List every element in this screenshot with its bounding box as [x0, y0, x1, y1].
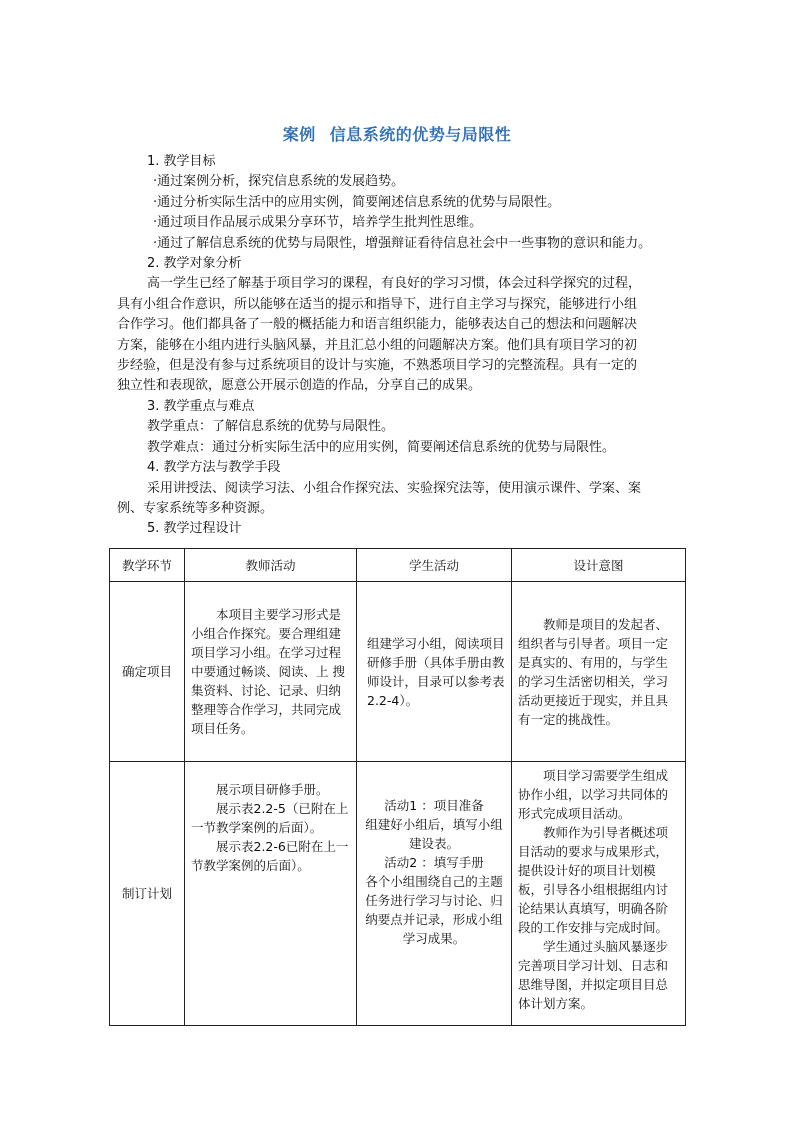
teacher-cell [185, 762, 357, 1026]
section-heading: 3. 教学重点与难点 [147, 398, 255, 414]
table-row [110, 582, 686, 762]
section-heading: 4. 教学方法与教学手段 [147, 460, 281, 476]
cell-text: 教师作为引导者概述项目活动的要求与成果形式，提供设计好的项目计划模板，引导各小组根据组内讨论结果认真填写，明确各阶段的工作安排与完成时间。 [518, 825, 669, 935]
paragraph-line: 具有小组合作意识，所以能够在适当的提示和指导下，进行自主学习与探究，能够进行小组 [117, 296, 638, 312]
header-intent: 设计意图 [512, 549, 686, 582]
section-heading: 5. 教学过程设计 [147, 521, 242, 537]
intent-cell [512, 762, 686, 1026]
stage-cell: 确定项目 [110, 582, 185, 762]
objective-bullet: ·通过案例分析，探究信息系统的发展趋势。 [153, 174, 405, 190]
cell-text: 活动2 ：填写手册 [384, 855, 484, 870]
cell-text: 本项目主要学习形式是小组合作探究。要合理组建项目学习小组。在学习过程中要通过畅谈、阅读、上 搜集资料、讨论、记录、归纳整理等合作学习，共同完成项目任务。 [191, 607, 345, 736]
section-heading: 1. 教学目标 [147, 154, 216, 169]
table-header-row [110, 549, 686, 582]
title-part1: 案例 [282, 125, 316, 144]
cell-text: 展示项目研修手册。 [216, 782, 329, 797]
paragraph-line: 采用讲授法、阅读学习法、小组合作探究法、实验探究法等，使用演示课件、学案、案 [147, 480, 642, 496]
teaching-focus: 教学重点：了解信息系统的优势与局限性。 [147, 419, 395, 435]
paragraph-line: 方案，能够在小组内进行头脑风暴，并且汇总小组的问题解决方案。他们具有项目学习的初 [117, 337, 638, 353]
header-teacher: 教师活动 [185, 549, 357, 582]
cell-text: 展示表2.2-6已附在上一节教学案例的后面）。 [191, 839, 349, 873]
page-title [0, 122, 794, 145]
teacher-cell [185, 582, 357, 762]
paragraph-line: 合作学习。他们都具备了一般的概括能力和语言组织能力，能够表达自己的想法和问题解决 [117, 317, 638, 333]
teaching-difficulty: 教学难点：通过分析实际生活中的应用实例，简要阐述信息系统的优势与局限性。 [147, 439, 616, 455]
document-body [117, 152, 677, 540]
table-row [110, 762, 686, 1026]
cell-text: 组建学习小组，阅读项目研修手册（具体手册由教师设计，目录可以参考表2.2-4）。 [367, 635, 505, 708]
objective-bullet: ·通过项目作品展示成果分享环节，培养学生批判性思维。 [153, 215, 483, 231]
intent-cell [512, 582, 686, 762]
cell-text: 组建好小组后，填写小组建设表。 [365, 817, 503, 851]
cell-text: 活动1 ：项目准备 [384, 798, 484, 813]
objective-bullet: ·通过分析实际生活中的应用实例，简要阐述信息系统的优势与局限性。 [153, 194, 561, 210]
paragraph-line: 步经验，但是没有参与过系统项目的设计与实施，不熟悉项目学习的完整流程。具有一定的 [117, 358, 638, 374]
cell-text: 学生通过头脑风暴逐步完善项目学习计划、日志和思维导图，并拟定项目目总体计划方案。 [518, 939, 669, 1011]
paragraph-line: 高一学生已经了解基于项目学习的课程，有良好的学习习惯，体会过科学探究的过程， [147, 276, 642, 292]
header-student: 学生活动 [357, 549, 512, 582]
header-stage: 教学环节 [110, 549, 185, 582]
student-cell [357, 762, 512, 1026]
cell-text: 教师是项目的发起者、组织者与引导者。项目一定是真实的、有用的，与学生的学习生活密切相关，学习活动更接近于现实，并且具有一定的挑战性。 [518, 616, 669, 727]
title-part2: 信息系统的优势与局限性 [329, 125, 512, 144]
cell-text: 各个小组围绕自己的主题任务进行学习与讨论、归纳要点并记录，形成小组学习成果。 [365, 874, 503, 946]
paragraph-line: 独立性和表现欲，愿意公开展示创造的作品，分享自己的成果。 [117, 378, 482, 394]
teaching-process-table [109, 548, 686, 1026]
stage-cell: 制订计划 [110, 762, 185, 1026]
objective-bullet: ·通过了解信息系统的优势与局限性，增强辩证看待信息社会中一些事物的意识和能力。 [153, 235, 652, 251]
paragraph-line: 例、专家系统等多种资源。 [117, 500, 274, 516]
cell-text: 展示表2.2-5（已附在上一节教学案例的后面）。 [191, 801, 349, 835]
cell-text: 项目学习需要学生组成协作小组，以学习共同体的形式完成项目活动。 [518, 768, 669, 821]
section-heading: 2. 教学对象分析 [147, 256, 242, 272]
student-cell [357, 582, 512, 762]
